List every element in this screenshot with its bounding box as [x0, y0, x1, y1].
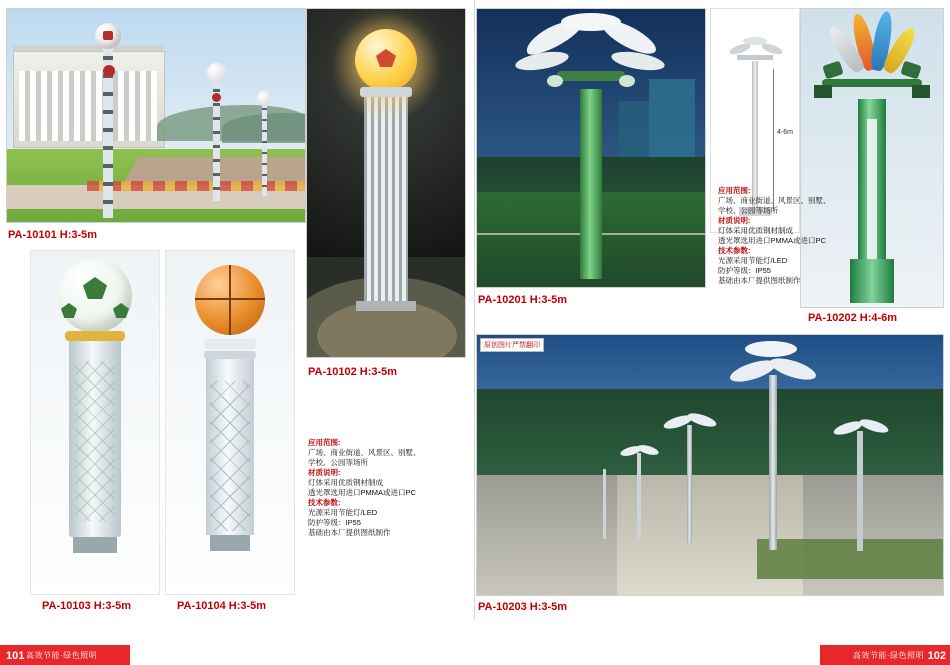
spec-block-left: [308, 438, 458, 538]
spec-line: 应用范围:: [718, 186, 751, 195]
spec-line: 基础由本厂提供图纸制作: [718, 276, 801, 285]
page-gutter-divider: [474, 0, 475, 620]
figure-caption-pa-10104: PA-10104 H:3-5m: [177, 600, 267, 612]
figure-caption-pa-10101: PA-10101 H:3-5m: [8, 229, 98, 241]
figure-image-pa-10201: [476, 8, 706, 288]
figure-image-pa-10104: [165, 250, 295, 595]
figure-caption-pa-10102: PA-10102 H:3-5m: [308, 366, 398, 378]
spec-line: 广场、商业街道、风景区、别墅、: [308, 448, 421, 457]
figure-caption-pa-10202: PA-10202 H:4-6m: [808, 312, 898, 324]
spec-line: 学校、公园等场所: [718, 206, 778, 215]
spec-line: 光源采用节能灯/LED: [718, 256, 788, 265]
spec-line: 广场、商业街道、风景区、别墅、: [718, 196, 831, 205]
note-copyright: 原创图片严禁翻印: [480, 338, 544, 352]
page-footer: [0, 645, 950, 665]
figure-image-pa-10103: [30, 250, 160, 595]
figure-image-pa-10102: [306, 8, 466, 358]
drawing-dimension-label: 4-6m: [777, 129, 793, 136]
spec-line: 防护等级：IP55: [718, 266, 771, 275]
spec-line: 透光罩选用进口PMMA或进口PC: [308, 488, 416, 497]
spec-line: 材质说明:: [308, 468, 341, 477]
footer-brand-left: 高效节能·绿色照明: [26, 651, 98, 660]
figure-image-pa-10203: [476, 334, 944, 596]
spec-line: 防护等级：IP55: [308, 518, 361, 527]
figure-caption-pa-10203: PA-10203 H:3-5m: [478, 601, 568, 613]
spec-line: 灯体采用优质钢材制成: [718, 226, 793, 235]
spec-line: 透光罩选用进口PMMA或进口PC: [718, 236, 826, 245]
spec-line: 光源采用节能灯/LED: [308, 508, 378, 517]
spec-block-right: [718, 186, 868, 286]
spec-line: 技术参数:: [308, 498, 341, 507]
page-number-left: 101: [6, 650, 25, 662]
spec-line: 灯体采用优质钢材制成: [308, 478, 383, 487]
spec-line: 技术参数:: [718, 246, 751, 255]
figure-caption-pa-10201: PA-10201 H:3-5m: [478, 294, 568, 306]
figure-caption-pa-10103: PA-10103 H:3-5m: [42, 600, 132, 612]
page-number-right: 102: [927, 650, 946, 662]
figure-image-pa-10101: [6, 8, 306, 223]
spec-line: 基础由本厂提供图纸制作: [308, 528, 391, 537]
spec-line: 材质说明:: [718, 216, 751, 225]
footer-brand-right: 高效节能·绿色照明: [852, 651, 924, 660]
spec-line: 学校、公园等场所: [308, 458, 368, 467]
spec-line: 应用范围:: [308, 438, 341, 447]
